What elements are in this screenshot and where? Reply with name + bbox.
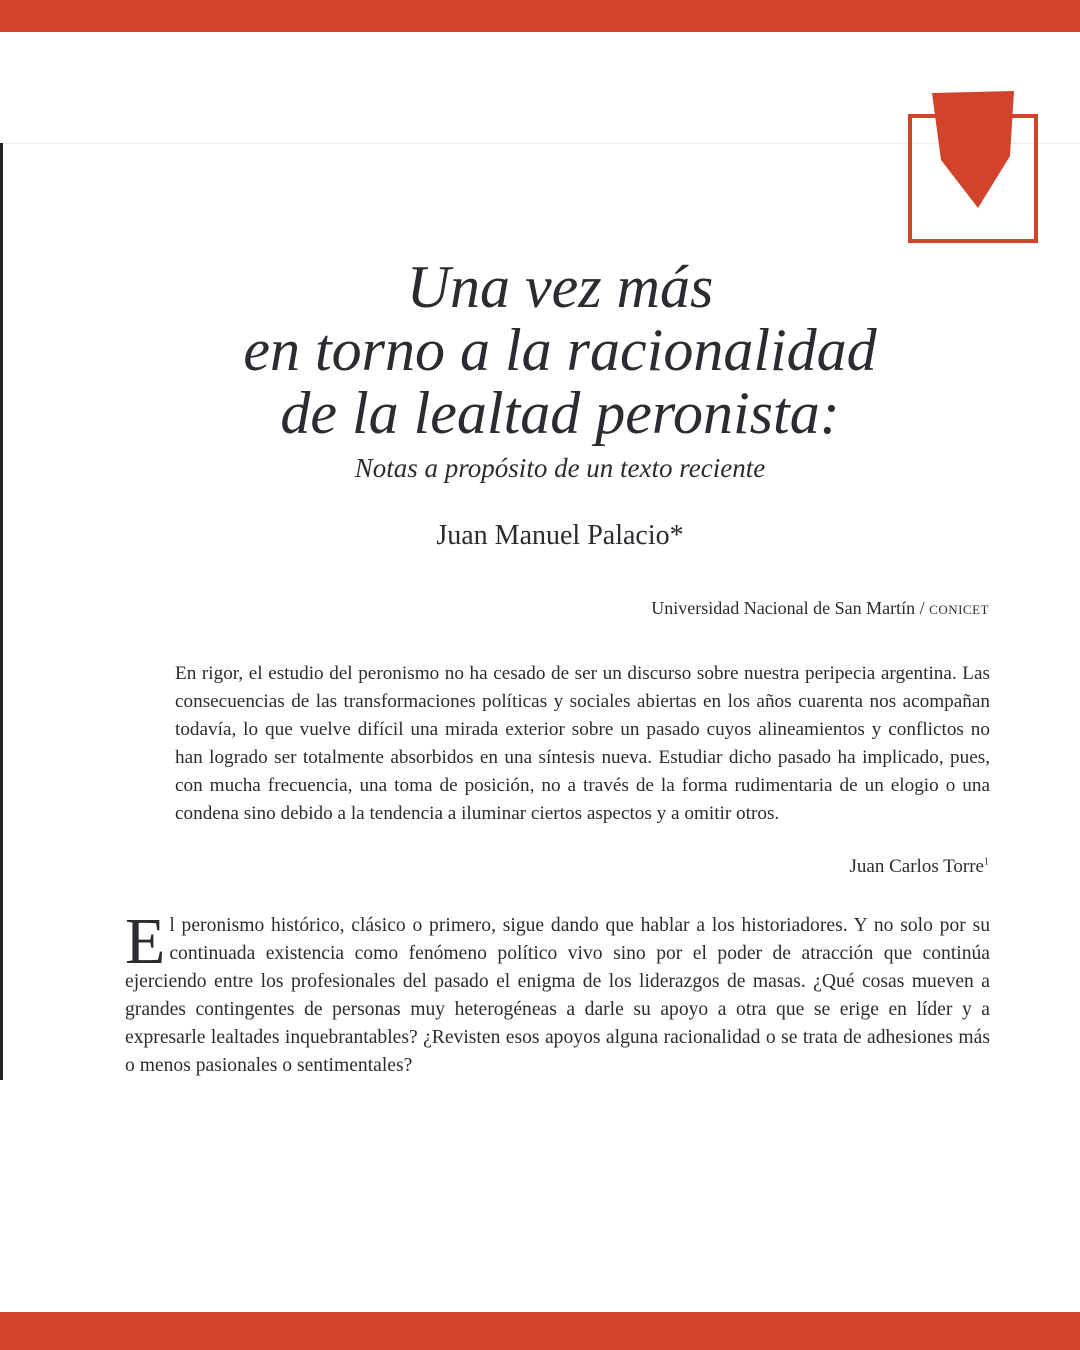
footnote-marker: 1 bbox=[984, 856, 989, 868]
body-paragraph-text: l peronismo histórico, clásico o primero, sigue dando que hablar a los historiadores. Y no solo por su continuada existencia como fenómeno político vivo sino por el poder de atracción que continúa ejerciendo entre los profesionales del pasado el enigma de los liderazgos de masas. ¿Qué cosas mueven a grandes contingentes de personas muy heterogéneas a darle su apoyo a otra que se erige en líder y a expresarle lealtades inquebrantables? ¿Revisten esos apoyos alguna racionalidad o se trata de adhesiones más o menos pasionales o sentimentales? bbox=[125, 915, 990, 1076]
author-name: Juan Manuel Palacio* bbox=[436, 520, 684, 551]
title-line: de la lealtad peronista: bbox=[280, 380, 840, 446]
left-margin-rule bbox=[0, 143, 3, 1080]
bookmark-arrow-logo-icon bbox=[906, 88, 1040, 246]
epigraph-attribution bbox=[850, 856, 989, 878]
body-paragraph bbox=[125, 905, 990, 1080]
article-subtitle: Notas a propósito de un texto reciente bbox=[354, 453, 766, 483]
epigraph-author: Juan Carlos Torre bbox=[849, 856, 984, 877]
affiliation-institution: Universidad Nacional de San Martín / bbox=[651, 598, 930, 618]
title-line: en torno a la racionalidad bbox=[243, 317, 877, 383]
author-affiliation bbox=[651, 598, 989, 619]
title-line: Una vez más bbox=[406, 254, 714, 320]
bottom-accent-bar bbox=[0, 1312, 1080, 1350]
drop-cap: E bbox=[125, 905, 166, 978]
top-accent-bar bbox=[0, 0, 1080, 32]
epigraph-quote: En rigor, el estudio del peronismo no ha cesado de ser un discurso sobre nuestra peripecia argentina. Las consecuencias de las transformaciones políticas y sociales abiertas en los años cuarenta nos acompañan todavía, lo que vuelve difícil una mirada exterior sobre un pasado cuyos alineamientos y conflictos no han logrado ser totalmente absorbidos en una síntesis nueva. Estudiar dicho pasado ha implicado, pues, con mucha frecuencia, una toma de posición, no a través de la forma rudimentaria de un elogio o una condena sino debido a la tendencia a iluminar ciertos aspectos y a omitir otros. bbox=[175, 663, 990, 824]
article-title bbox=[100, 256, 1020, 445]
affiliation-council: CONICET bbox=[929, 602, 989, 617]
